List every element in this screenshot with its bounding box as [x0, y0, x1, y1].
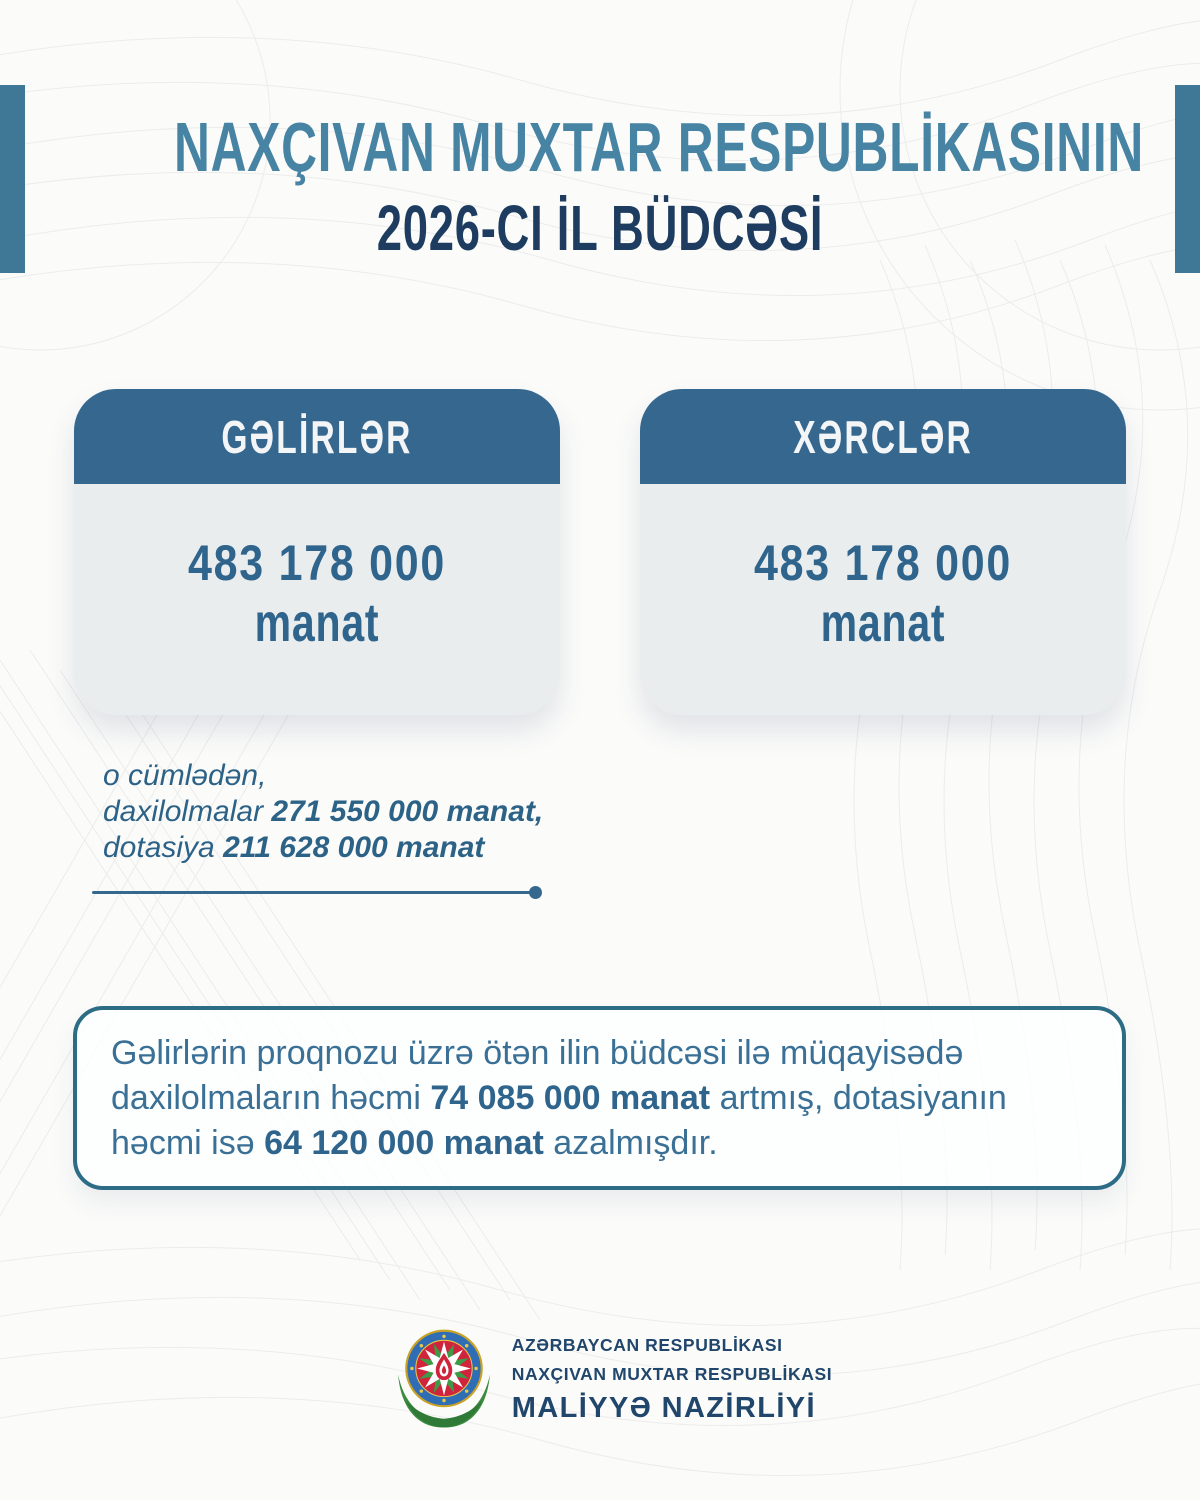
expenditures-card-header — [640, 389, 1126, 484]
footer-autonomous-republic-line: NAXÇIVAN MUXTAR RESPUBLİKASI — [511, 1364, 833, 1384]
revenues-card-title: GƏLİRLƏR — [221, 410, 413, 463]
expenditures-card-title: XƏRCLƏR — [793, 410, 973, 463]
ministry-footer-text — [512, 1331, 832, 1425]
budget-cards — [74, 389, 1126, 715]
comparison-note-text: Gəlirlərin proqnozu üzrə ötən ilin büdcəsi ilə müqayisədə daxilolmaların həcmi 74 085 000 manat artmış, dotasiyanın həcmi isə 64 120 000 manat azalmışdır. — [111, 1033, 1007, 1162]
expenditures-card-body — [640, 484, 1126, 715]
expenditures-amount: 483 178 000 — [753, 534, 1013, 591]
inflows-increase-value: 74 085 000 manat — [430, 1078, 711, 1117]
title-line2: 2026-CI İL BÜDCƏSİ — [376, 192, 824, 264]
breakdown-subsidy: dotasiya 211 628 000 manat — [103, 831, 485, 864]
breakdown-intro: o cümlədən, — [103, 759, 267, 792]
subsidy-decrease-value: 64 120 000 manat — [264, 1123, 544, 1162]
expenditures-unit: manat — [820, 592, 946, 653]
coat-of-arms-icon — [392, 1320, 496, 1436]
comparison-note-box — [73, 1006, 1126, 1190]
revenue-breakdown — [103, 758, 543, 866]
revenues-card-body — [74, 484, 560, 715]
ministry-footer — [12, 1320, 1200, 1436]
revenues-amount: 483 178 000 — [187, 534, 447, 591]
left-accent-bar — [0, 85, 25, 273]
footer-republic-line: AZƏRBAYCAN RESPUBLİKASI — [511, 1335, 783, 1355]
breakdown-inflows: daxilolmalar 271 550 000 manat, — [103, 795, 544, 828]
divider-line — [92, 891, 535, 894]
subsidy-value: 211 628 000 manat — [223, 831, 485, 864]
revenues-card — [74, 389, 560, 715]
title-line1: NAXÇIVAN MUXTAR RESPUBLİKASININ — [174, 108, 1145, 186]
divider-end-dot — [529, 886, 542, 899]
right-accent-bar — [1175, 85, 1200, 273]
revenues-unit: manat — [254, 592, 380, 653]
inflows-value: 271 550 000 manat, — [271, 795, 544, 828]
revenues-card-header — [74, 389, 560, 484]
expenditures-card — [640, 389, 1126, 715]
footer-ministry-name: MALİYYƏ NAZİRLİYİ — [511, 1392, 816, 1424]
